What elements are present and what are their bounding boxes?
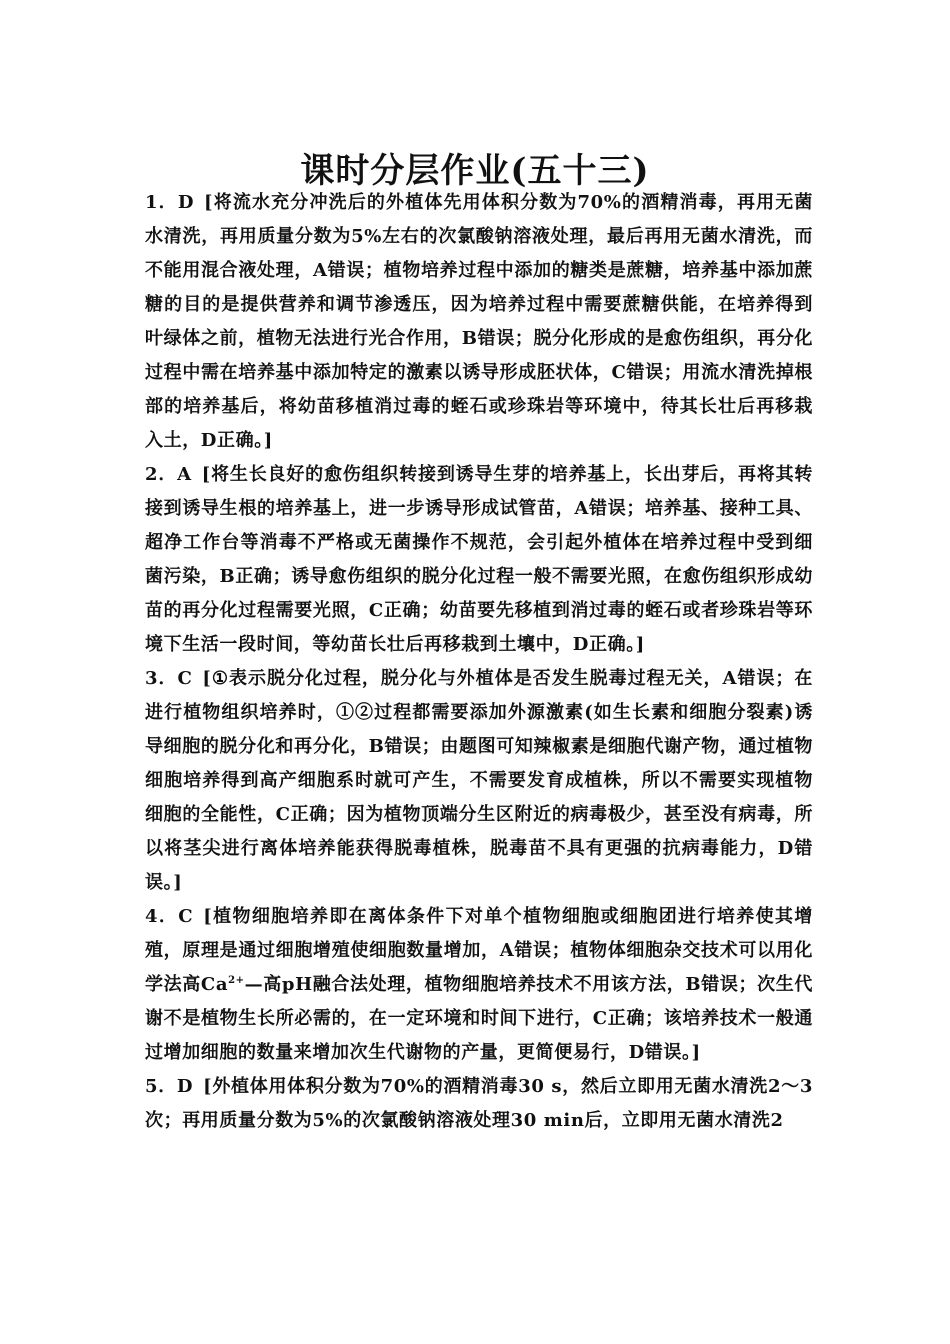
answer-item-3 xyxy=(145,662,813,900)
answer-item-4 xyxy=(145,900,813,1070)
answer-explanation-part1: [植物细胞培养即在离体条件下对单个植物细胞或细胞团进行培养使其增殖，原理是通过细胞增殖使细胞数量增加，A错误；植物体细胞杂交技术可以用化学法高Ca xyxy=(145,906,814,995)
answer-number: 1．D xyxy=(145,192,195,213)
answer-list xyxy=(145,186,813,1138)
answer-explanation: [外植体用体积分数为70%的酒精消毒30 s，然后立即用无菌水清洗2～3次；再用质量分数为5%的次氯酸钠溶液处理30 min后，立即用无菌水清洗2 xyxy=(145,1076,814,1131)
answer-number: 3．C xyxy=(145,668,193,689)
answer-explanation: [将生长良好的愈伤组织转接到诱导生芽的培养基上，长出芽后，再将其转接到诱导生根的培养基上，进一步诱导形成试管苗，A错误；培养基、接种工具、超净工作台等消毒不严格或无菌操作不规范，会引起外植体在培养过程中受到细菌污染，B正确；诱导愈伤组织的脱分化过程一般不需要光照，在愈伤组织形成幼苗的再分化过程需要光照，C正确；幼苗要先移植到消过毒的蛭石或者珍珠岩等环境下生活一段时间，等幼苗长壮后再移栽到土壤中，D正确。] xyxy=(145,464,813,655)
answer-explanation: [将流水充分冲洗后的外植体先用体积分数为70%的酒精消毒，再用无菌水清洗，再用质量分数为5%左右的次氯酸钠溶液处理，最后再用无菌水清洗，而不能用混合液处理，A错误；植物培养过程中添加的糖类是蔗糖，培养基中添加蔗糖的目的是提供营养和调节渗透压，因为培养过程中需要蔗糖供能，在培养得到叶绿体之前，植物无法进行光合作用，B错误；脱分化形成的是愈伤组织，再分化过程中需在培养基中添加特定的激素以诱导形成胚状体，C错误；用流水清洗掉根部的培养基后，将幼苗移植消过毒的蛭石或珍珠岩等环境中，待其长壮后再移栽入土，D正确。] xyxy=(145,192,814,451)
superscript-charge: 2+ xyxy=(228,975,245,986)
answer-number: 4．C xyxy=(145,906,194,927)
answer-explanation-part2: —高pH融合法处理，植物细胞培养技术不用该方法，B错误；次生代谢不是植物生长所必需的，在一定环境和时间下进行，C正确；该培养技术一般通过增加细胞的数量来增加次生代谢物的产量，更简便易行，D错误。] xyxy=(145,974,813,1063)
answer-explanation: [①表示脱分化过程，脱分化与外植体是否发生脱毒过程无关，A错误；在进行植物组织培养时，①②过程都需要添加外源激素(如生长素和细胞分裂素)诱导细胞的脱分化和再分化，B错误；由题图可知辣椒素是细胞代谢产物，通过植物细胞培养得到高产细胞系时就可产生，不需要发育成植株，所以不需要实现植物细胞的全能性，C正确；因为植物顶端分生区附近的病毒极少，甚至没有病毒，所以将茎尖进行离体培养能获得脱毒植株，脱毒苗不具有更强的抗病毒能力，D错误。] xyxy=(145,668,813,893)
answer-number: 5．D xyxy=(145,1076,194,1097)
answer-item-5 xyxy=(145,1070,813,1138)
answer-number: 2．A xyxy=(145,464,192,485)
answer-item-1 xyxy=(145,186,813,458)
answer-item-2 xyxy=(145,458,813,662)
page-title: 课时分层作业(五十三) xyxy=(300,150,650,191)
